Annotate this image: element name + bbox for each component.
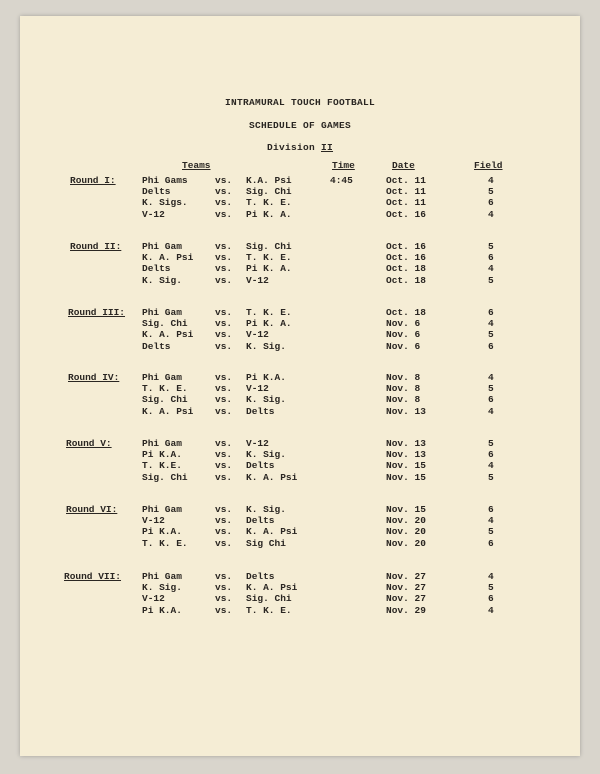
away-team: V-12 [246, 383, 269, 395]
round-label: Round I: [70, 175, 116, 186]
game-date: Nov. 13 [386, 405, 426, 417]
game-row [0, 341, 600, 352]
round-label: Round VI: [66, 504, 118, 515]
game-field: 4 [488, 208, 494, 220]
home-team: V-12 [142, 593, 165, 605]
game-field: 6 [488, 593, 494, 605]
home-team: Sig. Chi [142, 394, 188, 406]
game-field: 5 [488, 186, 494, 198]
game-field: 5 [488, 241, 494, 252]
game-row [0, 571, 600, 582]
game-field: 5 [488, 329, 494, 341]
versus-label: vs. [215, 208, 233, 220]
versus-label: vs. [215, 582, 233, 594]
game-row [0, 307, 600, 318]
versus-label: vs. [215, 405, 233, 417]
away-team: Sig. Chi [246, 593, 292, 605]
game-field: 4 [488, 571, 494, 582]
home-team: Phi Gams [142, 175, 188, 186]
versus-label: vs. [215, 394, 233, 406]
home-team: Pi K.A. [142, 604, 182, 616]
home-team: Pi K.A. [142, 449, 182, 461]
game-date: Nov. 13 [386, 438, 426, 449]
versus-label: vs. [215, 471, 233, 483]
game-field: 6 [488, 449, 494, 461]
game-row [0, 526, 600, 537]
versus-label: vs. [215, 307, 233, 318]
game-field: 6 [488, 504, 494, 515]
game-field: 4 [488, 460, 494, 472]
versus-label: vs. [215, 197, 233, 209]
column-header-field: Field [474, 160, 503, 171]
game-row [0, 394, 600, 405]
away-team: Delts [246, 515, 275, 527]
game-row [0, 209, 600, 220]
game-date: Oct. 18 [386, 263, 426, 275]
game-row [0, 318, 600, 329]
round-label: Round IV: [68, 372, 120, 383]
away-team: Pi K. A. [246, 208, 292, 220]
versus-label: vs. [215, 449, 233, 461]
versus-label: vs. [215, 318, 233, 330]
game-date: Nov. 20 [386, 515, 426, 527]
column-header-time: Time [332, 160, 355, 171]
home-team: Phi Gam [142, 571, 182, 582]
away-team: Pi K. A. [246, 263, 292, 275]
game-date: Nov. 6 [386, 340, 421, 352]
home-team: Phi Gam [142, 438, 182, 449]
game-row [0, 515, 600, 526]
game-date: Nov. 8 [386, 383, 421, 395]
away-team: K. Sig. [246, 504, 286, 515]
home-team: Phi Gam [142, 241, 182, 252]
game-field: 4 [488, 515, 494, 527]
game-field: 6 [488, 252, 494, 264]
away-team: K. A. Psi [246, 582, 298, 594]
away-team: Pi K.A. [246, 372, 286, 383]
versus-label: vs. [215, 329, 233, 341]
home-team: Phi Gam [142, 307, 182, 318]
away-team: Delts [246, 460, 275, 472]
game-row [0, 406, 600, 417]
home-team: T. K.E. [142, 460, 182, 472]
home-team: K. Sig. [142, 274, 182, 286]
game-field: 6 [488, 394, 494, 406]
home-team: Pi K.A. [142, 526, 182, 538]
division-prefix: Division [266, 142, 315, 153]
game-row [0, 460, 600, 471]
column-header-teams: Teams [182, 160, 211, 171]
game-row [0, 329, 600, 340]
versus-label: vs. [215, 537, 233, 549]
game-date: Nov. 29 [386, 604, 426, 616]
versus-label: vs. [215, 460, 233, 472]
game-date: Nov. 20 [386, 537, 426, 549]
away-team: T. K. E. [246, 197, 292, 209]
away-team: K. A. Psi [246, 471, 298, 483]
away-team: K. Sig. [246, 340, 286, 352]
game-time: 4:45 [330, 175, 353, 186]
game-row [0, 605, 600, 616]
round-label: Round VII: [64, 571, 122, 582]
versus-label: vs. [215, 274, 233, 286]
home-team: Phi Gam [142, 372, 182, 383]
game-row [0, 175, 600, 186]
game-date: Oct. 11 [386, 175, 426, 186]
game-date: Oct. 18 [386, 274, 426, 286]
home-team: K. A. Psi [142, 405, 194, 417]
away-team: Pi K. A. [246, 318, 292, 330]
game-date: Nov. 6 [386, 329, 421, 341]
game-date: Nov. 8 [386, 394, 421, 406]
home-team: Delts [142, 263, 171, 275]
game-row [0, 275, 600, 286]
away-team: K. A. Psi [246, 526, 298, 538]
game-row [0, 538, 600, 549]
game-row [0, 593, 600, 604]
game-row [0, 438, 600, 449]
game-date: Nov. 27 [386, 582, 426, 594]
away-team: K.A. Psi [246, 175, 292, 186]
away-team: T. K. E. [246, 252, 292, 264]
versus-label: vs. [215, 186, 233, 198]
versus-label: vs. [215, 252, 233, 264]
home-team: K. A. Psi [142, 252, 194, 264]
game-field: 4 [488, 318, 494, 330]
game-field: 4 [488, 372, 494, 383]
away-team: T. K. E. [246, 307, 292, 318]
game-date: Oct. 18 [386, 307, 426, 318]
game-field: 6 [488, 537, 494, 549]
game-date: Nov. 13 [386, 449, 426, 461]
versus-label: vs. [215, 175, 233, 186]
home-team: Delts [142, 186, 171, 198]
game-date: Oct. 16 [386, 208, 426, 220]
game-date: Oct. 11 [386, 197, 426, 209]
home-team: K. A. Psi [142, 329, 194, 341]
home-team: V-12 [142, 208, 165, 220]
versus-label: vs. [215, 526, 233, 538]
game-row [0, 372, 600, 383]
game-row [0, 186, 600, 197]
away-team: V-12 [246, 274, 269, 286]
versus-label: vs. [215, 515, 233, 527]
versus-label: vs. [215, 263, 233, 275]
game-row [0, 449, 600, 460]
versus-label: vs. [215, 504, 233, 515]
home-team: Delts [142, 340, 171, 352]
game-row [0, 241, 600, 252]
game-field: 5 [488, 471, 494, 483]
home-team: T. K. E. [142, 537, 188, 549]
document-subtitle: SCHEDULE OF GAMES [248, 120, 351, 131]
game-field: 5 [488, 274, 494, 286]
away-team: Delts [246, 571, 275, 582]
away-team: V-12 [246, 438, 269, 449]
game-field: 5 [488, 438, 494, 449]
home-team: T. K. E. [142, 383, 188, 395]
round-label: Round III: [68, 307, 126, 318]
game-date: Oct. 16 [386, 241, 426, 252]
versus-label: vs. [215, 604, 233, 616]
versus-label: vs. [215, 383, 233, 395]
game-date: Nov. 15 [386, 504, 426, 515]
column-header-date: Date [392, 160, 415, 171]
home-team: K. Sigs. [142, 197, 188, 209]
game-row [0, 383, 600, 394]
game-field: 6 [488, 340, 494, 352]
game-row [0, 582, 600, 593]
away-team: Delts [246, 405, 275, 417]
home-team: Sig. Chi [142, 471, 188, 483]
game-date: Nov. 15 [386, 471, 426, 483]
round-label: Round V: [66, 438, 112, 449]
away-team: Sig Chi [246, 537, 286, 549]
game-field: 5 [488, 582, 494, 594]
versus-label: vs. [215, 372, 233, 383]
away-team: K. Sig. [246, 394, 286, 406]
versus-label: vs. [215, 593, 233, 605]
division-numeral: II [321, 142, 334, 153]
game-date: Nov. 20 [386, 526, 426, 538]
game-row [0, 252, 600, 263]
game-field: 4 [488, 604, 494, 616]
home-team: Sig. Chi [142, 318, 188, 330]
game-field: 6 [488, 307, 494, 318]
division-heading [0, 142, 600, 153]
home-team: K. Sig. [142, 582, 182, 594]
away-team: Sig. Chi [246, 186, 292, 198]
document-title: INTRAMURAL TOUCH FOOTBALL [224, 97, 376, 108]
away-team: Sig. Chi [246, 241, 292, 252]
versus-label: vs. [215, 340, 233, 352]
game-date: Oct. 16 [386, 252, 426, 264]
round-label: Round II: [70, 241, 122, 252]
game-date: Nov. 6 [386, 318, 421, 330]
game-row [0, 197, 600, 208]
game-field: 4 [488, 405, 494, 417]
away-team: T. K. E. [246, 604, 292, 616]
game-field: 5 [488, 526, 494, 538]
game-date: Nov. 27 [386, 593, 426, 605]
home-team: V-12 [142, 515, 165, 527]
versus-label: vs. [215, 571, 233, 582]
game-field: 5 [488, 383, 494, 395]
game-field: 4 [488, 175, 494, 186]
game-date: Nov. 27 [386, 571, 426, 582]
game-row [0, 263, 600, 274]
game-row [0, 472, 600, 483]
game-date: Nov. 8 [386, 372, 421, 383]
game-date: Nov. 15 [386, 460, 426, 472]
versus-label: vs. [215, 438, 233, 449]
game-field: 4 [488, 263, 494, 275]
game-row [0, 504, 600, 515]
game-field: 6 [488, 197, 494, 209]
home-team: Phi Gam [142, 504, 182, 515]
game-date: Oct. 11 [386, 186, 426, 198]
away-team: K. Sig. [246, 449, 286, 461]
versus-label: vs. [215, 241, 233, 252]
away-team: V-12 [246, 329, 269, 341]
